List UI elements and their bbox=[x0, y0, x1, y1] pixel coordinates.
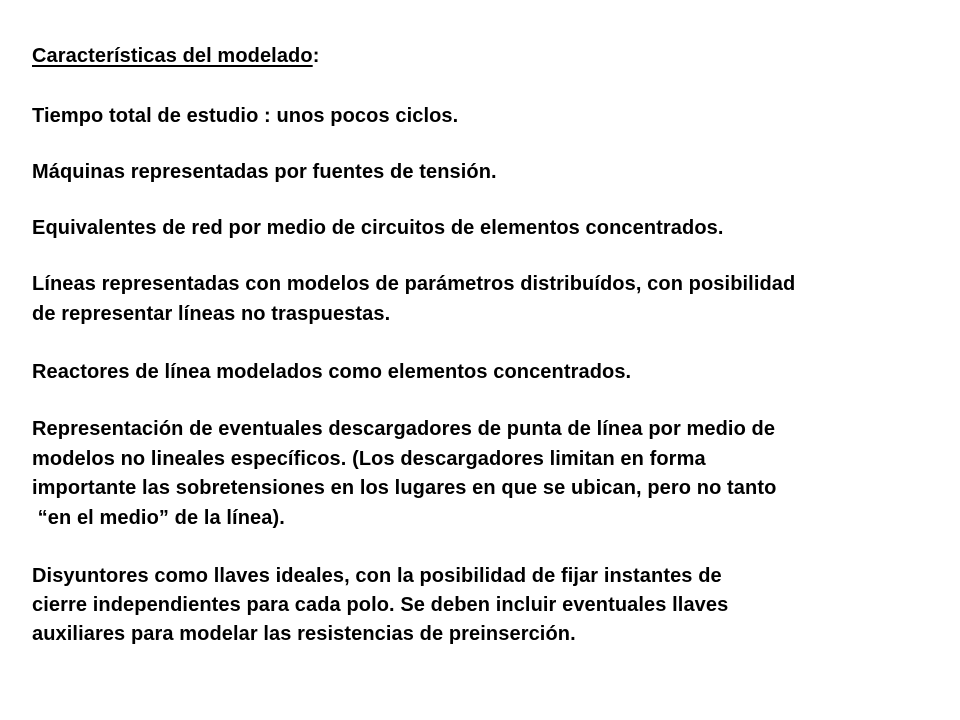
paragraph-breakers-line-3: auxiliares para modelar las resistencias de preinserción. bbox=[32, 623, 576, 645]
paragraph-study-time: Tiempo total de estudio : unos pocos ciclos. bbox=[32, 105, 459, 127]
paragraph-breakers-line-2: cierre independientes para cada polo. Se deben incluir eventuales llaves bbox=[32, 594, 729, 616]
paragraph-machines: Máquinas representadas por fuentes de tensión. bbox=[32, 161, 497, 183]
slide-title-text: Características del modelado bbox=[32, 45, 313, 67]
paragraph-reactors: Reactores de línea modelados como elementos concentrados. bbox=[32, 361, 632, 383]
slide-title-colon: : bbox=[312, 45, 320, 67]
paragraph-breakers-line-1: Disyuntores como llaves ideales, con la posibilidad de fijar instantes de bbox=[32, 565, 722, 587]
paragraph-arresters-line-3: importante las sobretensiones en los lugares en que se ubican, pero no tanto bbox=[32, 477, 777, 499]
paragraph-arresters-line-2: modelos no lineales específicos. (Los descargadores limitan en forma bbox=[32, 448, 706, 470]
paragraph-network-equivalents: Equivalentes de red por medio de circuitos de elementos concentrados. bbox=[32, 217, 724, 239]
paragraph-arresters-line-4: “en el medio” de la línea). bbox=[32, 507, 285, 529]
slide-title bbox=[32, 41, 319, 71]
paragraph-lines-line-1: Líneas representadas con modelos de parámetros distribuídos, con posibilidad bbox=[32, 273, 796, 295]
paragraph-lines-line-2: de representar líneas no traspuestas. bbox=[32, 303, 391, 325]
paragraph-arresters-line-1: Representación de eventuales descargadores de punta de línea por medio de bbox=[32, 418, 776, 440]
